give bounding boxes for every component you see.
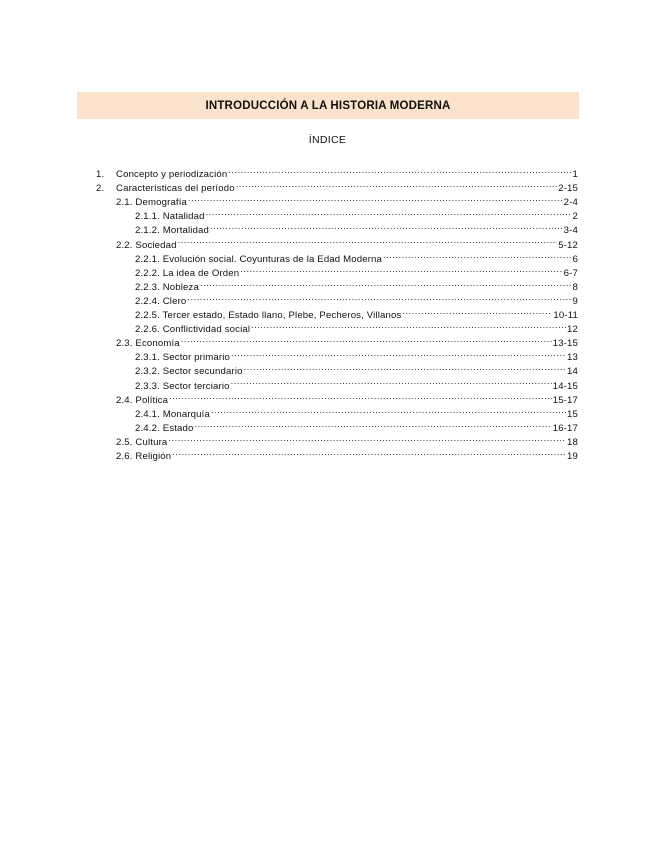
- toc-entry-title: 2.4.2. Estado: [135, 422, 194, 434]
- toc-dot-leader: [240, 262, 562, 276]
- toc-dot-leader: [188, 191, 563, 205]
- toc-entry-title: 2.6. Religión: [116, 450, 172, 462]
- toc-entry-page: 9: [572, 295, 578, 307]
- toc-entry-page: 13: [567, 352, 578, 364]
- toc-entry-page: 6-7: [563, 267, 578, 279]
- toc-entry-page: 16-17: [552, 422, 578, 434]
- toc-entry-title: 2.5. Cultura: [116, 436, 168, 448]
- toc-dot-leader: [200, 276, 572, 290]
- toc-entry-title: Concepto y periodización: [116, 169, 228, 181]
- toc-dot-leader: [178, 233, 558, 247]
- toc-dot-leader: [236, 177, 557, 191]
- toc-entry-page: 10-11: [553, 310, 578, 322]
- toc-entry-title: 2.3. Economía: [116, 338, 180, 350]
- toc-entry: [96, 431, 578, 448]
- toc-entry-number: 1.: [96, 169, 105, 181]
- toc-entry-title: 2.4. Política: [116, 394, 169, 406]
- toc-entry-page: 14: [567, 366, 578, 378]
- document-title: INTRODUCCIÓN A LA HISTORIA MODERNA: [205, 99, 451, 112]
- toc-entry-title: 2.1. Demografía: [116, 197, 188, 209]
- toc-entry-page: 13-15: [552, 338, 578, 350]
- toc-entry-page: 15: [567, 408, 578, 420]
- toc-dot-leader: [206, 205, 572, 219]
- toc-entry-page: 5-12: [558, 239, 578, 251]
- toc-entry-page: 8: [572, 281, 578, 293]
- toc-entry-page: 18: [567, 436, 578, 448]
- toc-dot-leader: [231, 374, 552, 388]
- toc-entry: [96, 389, 578, 406]
- document-title-banner: [77, 92, 579, 119]
- table-of-contents: [96, 163, 578, 462]
- toc-entry-title: 2.2.6. Conflictividad social: [135, 324, 251, 336]
- toc-entry: [96, 403, 578, 420]
- toc-dot-leader: [181, 332, 552, 346]
- toc-entry-number: 2.: [96, 183, 105, 195]
- toc-dot-leader: [211, 403, 566, 417]
- toc-entry-page: 15-17: [552, 394, 578, 406]
- toc-entry-page: 14-15: [552, 380, 578, 392]
- toc-entry-title: 2.1.1. Natalidad: [135, 211, 205, 223]
- toc-entry-title: 2.3.3. Sector terciario: [135, 380, 230, 392]
- toc-entry-title: 2.2.3. Nobleza: [135, 281, 199, 293]
- toc-entry-page: 3-4: [563, 225, 578, 237]
- toc-entry-title: 2.2. Sociedad: [116, 239, 177, 251]
- toc-entry-title: 2.2.4. Clero: [135, 295, 187, 307]
- toc-entry-title: 2.2.5. Tercer estado, Estado llano, Plebe, Pecheros, Villanos: [135, 310, 402, 322]
- toc-entry-page: 2-4: [563, 197, 578, 209]
- toc-dot-leader: [228, 163, 571, 177]
- toc-entry-page: 12: [567, 324, 578, 336]
- index-heading: ÍNDICE: [308, 134, 347, 146]
- toc-entry-title: Características del período: [116, 183, 235, 195]
- toc-dot-leader: [244, 360, 566, 374]
- toc-dot-leader: [169, 389, 552, 403]
- toc-entry-page: 2-15: [558, 183, 578, 195]
- toc-dot-leader: [231, 346, 566, 360]
- toc-entry: [96, 163, 578, 181]
- toc-dot-leader: [187, 290, 571, 304]
- toc-dot-leader: [195, 417, 552, 431]
- toc-entry-page: 19: [567, 450, 578, 462]
- toc-entry-title: 2.3.2. Sector secundario: [135, 366, 243, 378]
- toc-dot-leader: [172, 445, 566, 459]
- toc-entry-title: 2.1.2. Mortalidad: [135, 225, 210, 237]
- toc-dot-leader: [251, 318, 566, 332]
- toc-entry-page: 2: [572, 211, 578, 223]
- toc-entry-title: 2.2.2. La idea de Orden: [135, 267, 240, 279]
- toc-entry-title: 2.2.1. Evolución social. Coyunturas de la Edad Moderna: [135, 253, 383, 265]
- toc-entry-page: 1: [572, 169, 578, 181]
- toc-entry-title: 2.4.1. Monarquía: [135, 408, 210, 420]
- toc-dot-leader: [210, 219, 563, 233]
- toc-entry-page: 6: [572, 253, 578, 265]
- toc-entry-title: 2.3.1. Sector primario: [135, 352, 231, 364]
- toc-entry: [96, 445, 578, 462]
- toc-dot-leader: [402, 304, 552, 318]
- toc-dot-leader: [383, 248, 571, 262]
- toc-dot-leader: [168, 431, 566, 445]
